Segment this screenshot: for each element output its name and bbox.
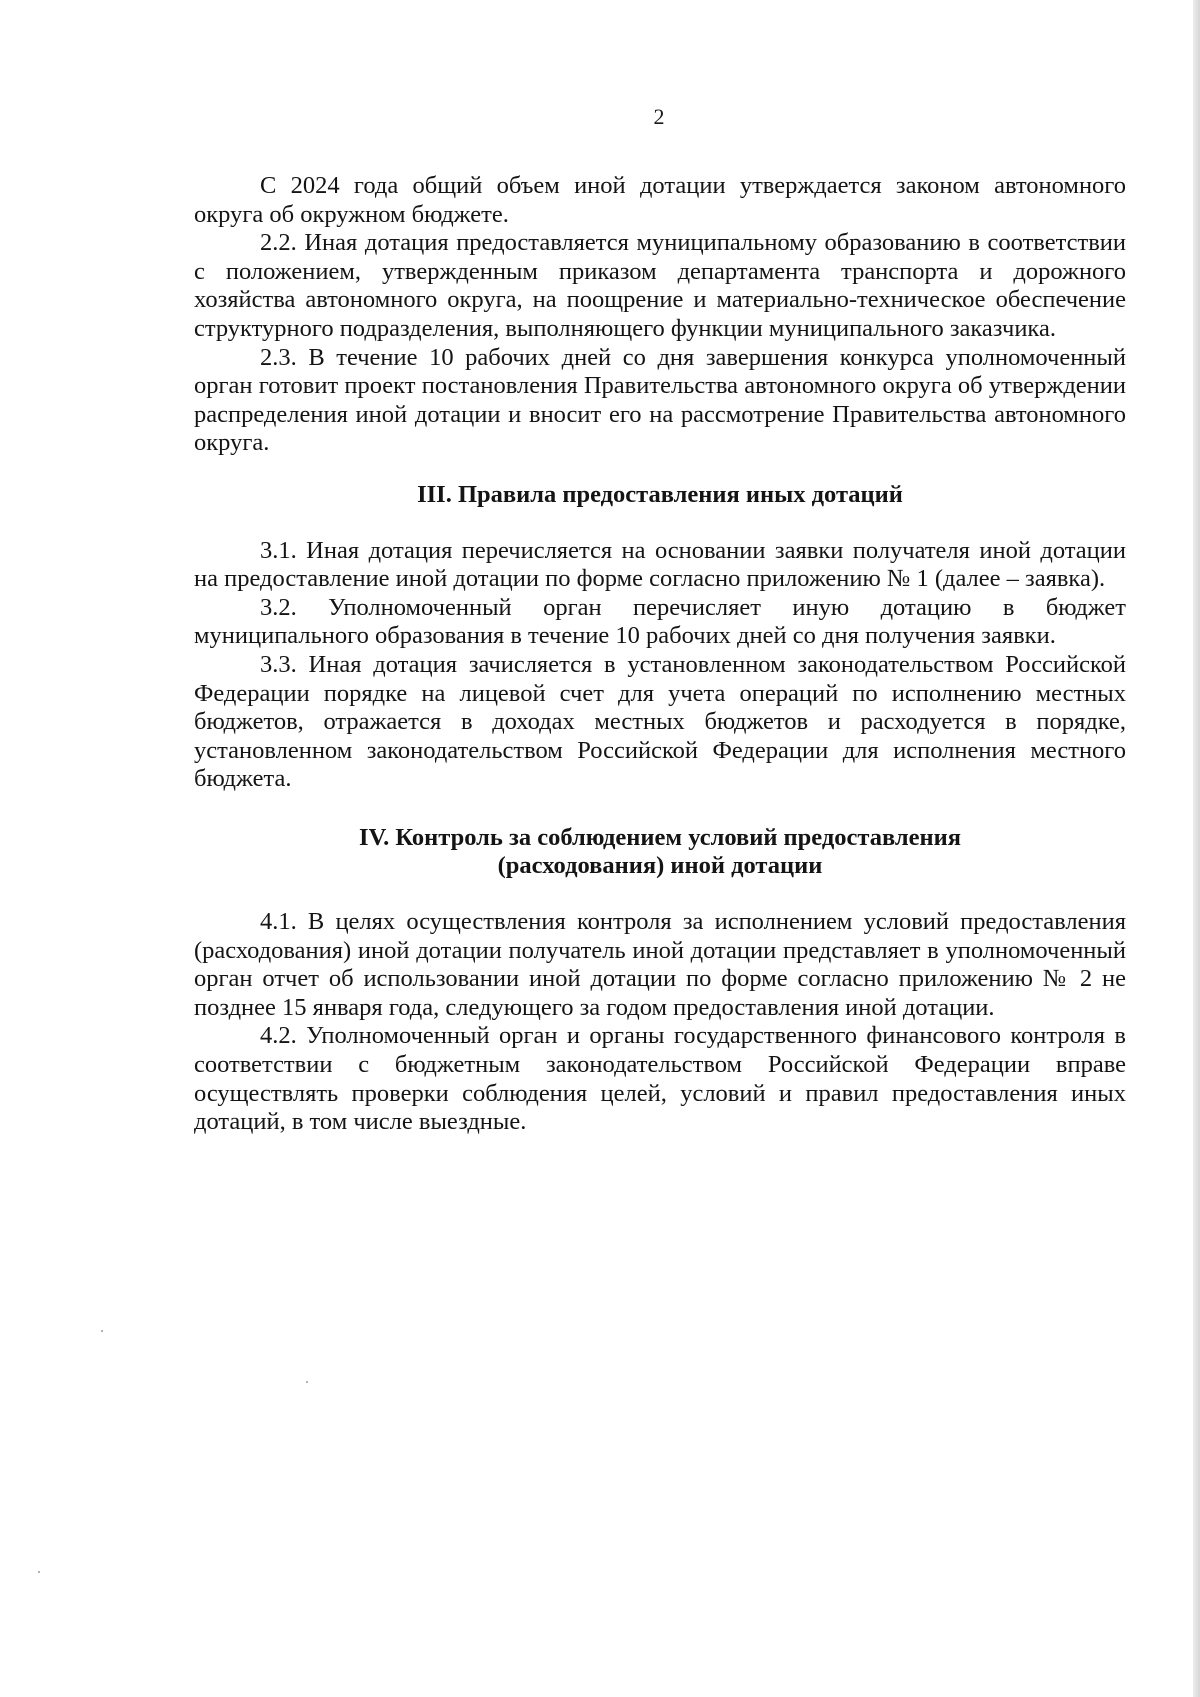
scan-speck bbox=[101, 1330, 103, 1332]
scan-edge bbox=[1193, 0, 1200, 1697]
paragraph-3-1: 3.1. Иная дотация перечисляется на основании заявки получателя иной дотации на предоставление иной дотации по форме согласно приложению № 1 (далее – заявка). bbox=[194, 536, 1126, 593]
document-body bbox=[194, 172, 1126, 1137]
paragraph-4-2: 4.2. Уполномоченный орган и органы государственного финансового контроля в соответствии с бюджетным законодательством Российской Федерации вправе осуществлять проверки соблюдения целей, условий и правил предоставления иных дотаций, в том числе выездные. bbox=[194, 1022, 1126, 1136]
scan-speck bbox=[306, 1381, 308, 1383]
section-3-heading: III. Правила предоставления иных дотаций bbox=[417, 480, 903, 508]
paragraph-3-2: 3.2. Уполномоченный орган перечисляет иную дотацию в бюджет муниципального образования в течение 10 рабочих дней со дня получения заявки. bbox=[194, 593, 1126, 650]
page-number: 2 bbox=[653, 104, 665, 129]
section-4-heading-line-1: IV. Контроль за соблюдением условий предоставления bbox=[359, 823, 961, 851]
paragraph-2-1-continued: С 2024 года общий объем иной дотации утверждается законом автономного округа об окружном бюджете. bbox=[194, 172, 1126, 228]
section-4-heading bbox=[194, 824, 1126, 881]
paragraph-2-3: 2.3. В течение 10 рабочих дней со дня завершения конкурса уполномоченный орган готовит проект постановления Правительства автономного округа об утверждении распределения иной дотации и вносит его на рассмотрение Правительства автономного округа. bbox=[194, 343, 1126, 457]
scan-speck bbox=[38, 1571, 40, 1573]
section-4-heading-line-2: (расходования) иной дотации bbox=[497, 852, 823, 880]
paragraph-3-3: 3.3. Иная дотация зачисляется в установленном законодательством Российской Федерации порядке на лицевой счет для учета операций по исполнению местных бюджетов, отражается в доходах местных бюджетов и расходуется в порядке, установленном законодательством Российской Федерации для исполнения местного бюджета. bbox=[194, 650, 1126, 793]
paragraph-4-1: 4.1. В целях осуществления контроля за исполнением условий предоставления (расходования) иной дотации получатель иной дотации представляет в уполномоченный орган отчет об использовании иной дотации по форме согласно приложению № 2 не позднее 15 января года, следующего за годом предоставления иной дотации. bbox=[194, 908, 1126, 1021]
paragraph-2-2: 2.2. Иная дотация предоставляется муниципальному образованию в соответствии с положением, утвержденным приказом департамента транспорта и дорожного хозяйства автономного округа, на поощрение и материально-техническое обеспечение структурного подразделения, выполняющего функции муниципального заказчика. bbox=[194, 229, 1126, 342]
